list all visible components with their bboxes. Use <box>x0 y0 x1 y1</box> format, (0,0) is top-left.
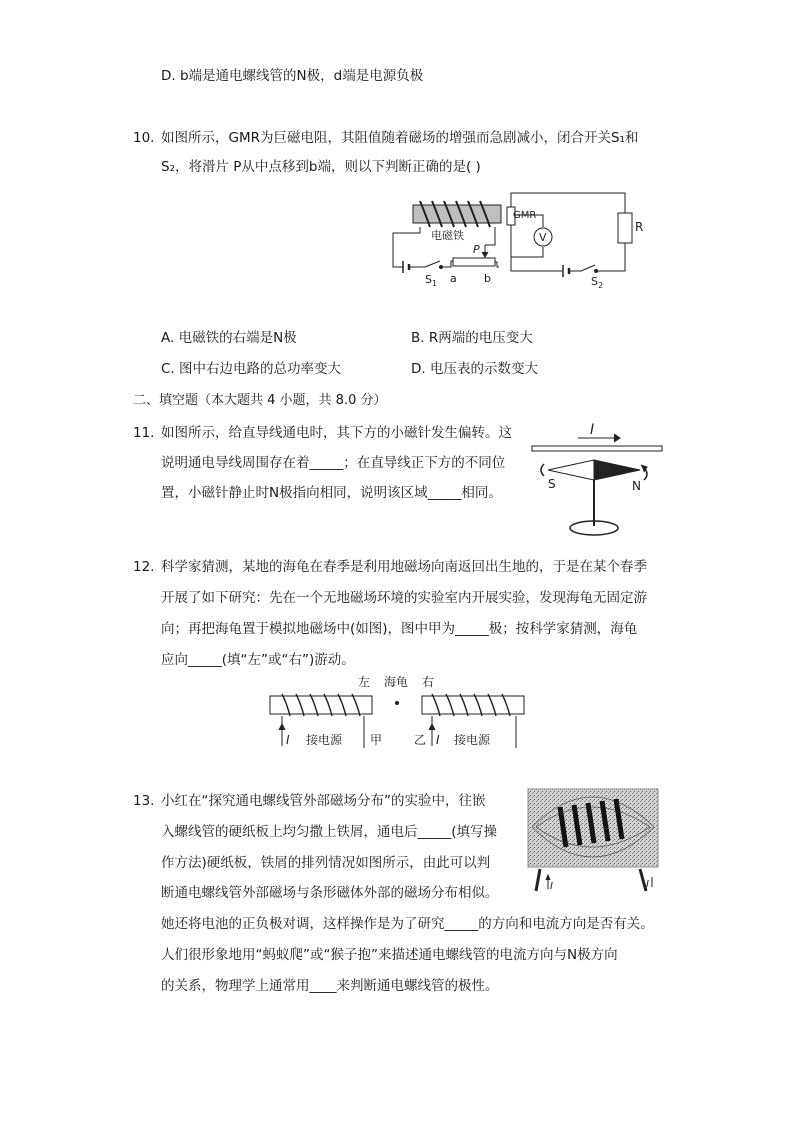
q10-option-a: A. 电磁铁的右端是N极 <box>161 330 297 346</box>
resistor-label: R <box>635 220 644 234</box>
rheostat-end-a-label: a <box>450 272 457 285</box>
q12-number: 12. <box>133 559 155 575</box>
left-label: 左 <box>358 675 371 689</box>
slider-label: P <box>473 243 480 256</box>
q10-option-d: D. 电压表的示数变大 <box>411 361 538 377</box>
q10-option-b: B. R两端的电压变大 <box>411 330 533 346</box>
straight-wire <box>532 446 662 451</box>
q12-stem-line1: 科学家猜测，某地的海龟在春季是利用地磁场向南返回出生地的，于是在某个春季 <box>161 559 647 575</box>
north-pole-label: N <box>632 479 641 493</box>
q12-stem-line3: 向；再把海龟置于模拟地磁场中(如图)，图中甲为_____极；按科学家猜测，海龟 <box>161 621 638 637</box>
right-current-label: I <box>646 879 649 890</box>
right-label: 右 <box>422 675 435 689</box>
q13-stem-line4: 断通电螺线管外部磁场与条形磁体外部的磁场分布相似。 <box>161 885 499 901</box>
right-power-label: 接电源 <box>454 733 491 747</box>
electromagnet-label: 电磁铁 <box>431 229 464 242</box>
q13-number: 13. <box>133 793 155 809</box>
turtle-label: 海龟 <box>384 675 409 689</box>
q12-stem-line4: 应向_____(填“左”或“右”)游动。 <box>161 652 355 668</box>
jia-label: 甲 <box>370 733 383 747</box>
gmr-label: GMR <box>513 210 537 221</box>
q11-stem-line3: 置，小磁针静止时N极指向相同，说明该区域_____相同。 <box>161 485 502 501</box>
yi-label: 乙 <box>414 733 427 747</box>
voltmeter-label: V <box>539 231 547 244</box>
q10-stem-line1: 如图所示，GMR为巨磁电阻，其阻值随着磁场的增强而急剧减小，闭合开关S₁和 <box>161 130 639 146</box>
q10-circuit-figure <box>385 185 655 295</box>
current-label: I <box>590 422 595 438</box>
q10-option-c: C. 图中右边电路的总功率变大 <box>161 361 342 377</box>
left-power-label: 接电源 <box>306 733 343 747</box>
left-current-label: I <box>286 733 290 747</box>
section-heading: 二、填空题（本大题共 4 小题，共 8.0 分） <box>133 393 387 408</box>
q13-stem-line6: 人们很形象地用“蚂蚁爬”或“猴子抱”来描述通电螺线管的电流方向与N极方向 <box>161 947 618 963</box>
q11-number: 11. <box>133 425 155 441</box>
left-current-label: I <box>550 881 553 892</box>
right-current-label: I <box>436 733 440 747</box>
q13-iron-filings-figure <box>526 787 660 895</box>
q13-stem-line7: 的关系，物理学上通常用____来判断通电螺线管的极性。 <box>161 978 499 994</box>
q11-stem-line2: 说明通电导线周围存在着_____；在直导线正下方的不同位 <box>161 455 506 471</box>
switch2-label: $S_2$ <box>591 275 604 290</box>
q13-stem-line1: 小红在“探究通电螺线管外部磁场分布”的实验中，往嵌 <box>161 793 486 809</box>
q13-stem-line5: 她还将电池的正负极对调，这样操作是为了研究_____的方向和电流方向是否有关。 <box>161 916 654 932</box>
q12-solenoid-figure <box>262 672 532 756</box>
q13-stem-line2: 入螺线管的硬纸板上均匀撒上铁屑，通电后_____(填写操 <box>161 824 498 840</box>
rheostat-end-b-label: b <box>484 272 491 285</box>
south-pole-label: S <box>548 477 556 491</box>
q11-stem-line1: 如图所示，给直导线通电时，其下方的小磁针发生偏转。这 <box>161 425 512 441</box>
q13-stem-line3: 作方法)硬纸板，铁屑的排列情况如图所示，由此可以判 <box>161 855 491 871</box>
q10-number: 10. <box>133 130 155 146</box>
turtle-dot <box>395 701 399 705</box>
q9-option-d: D. b端是通电螺线管的N极，d端是电源负极 <box>161 68 424 84</box>
q11-compass-figure <box>528 418 668 542</box>
switch1-label: $S_1$ <box>425 273 438 288</box>
q12-stem-line2: 开展了如下研究：先在一个无地磁场环境的实验室内开展实验，发现海龟无固定游 <box>161 590 647 606</box>
q10-stem-line2: S₂，将滑片 P从中点移到b端，则以下判断正确的是( ) <box>161 159 481 175</box>
